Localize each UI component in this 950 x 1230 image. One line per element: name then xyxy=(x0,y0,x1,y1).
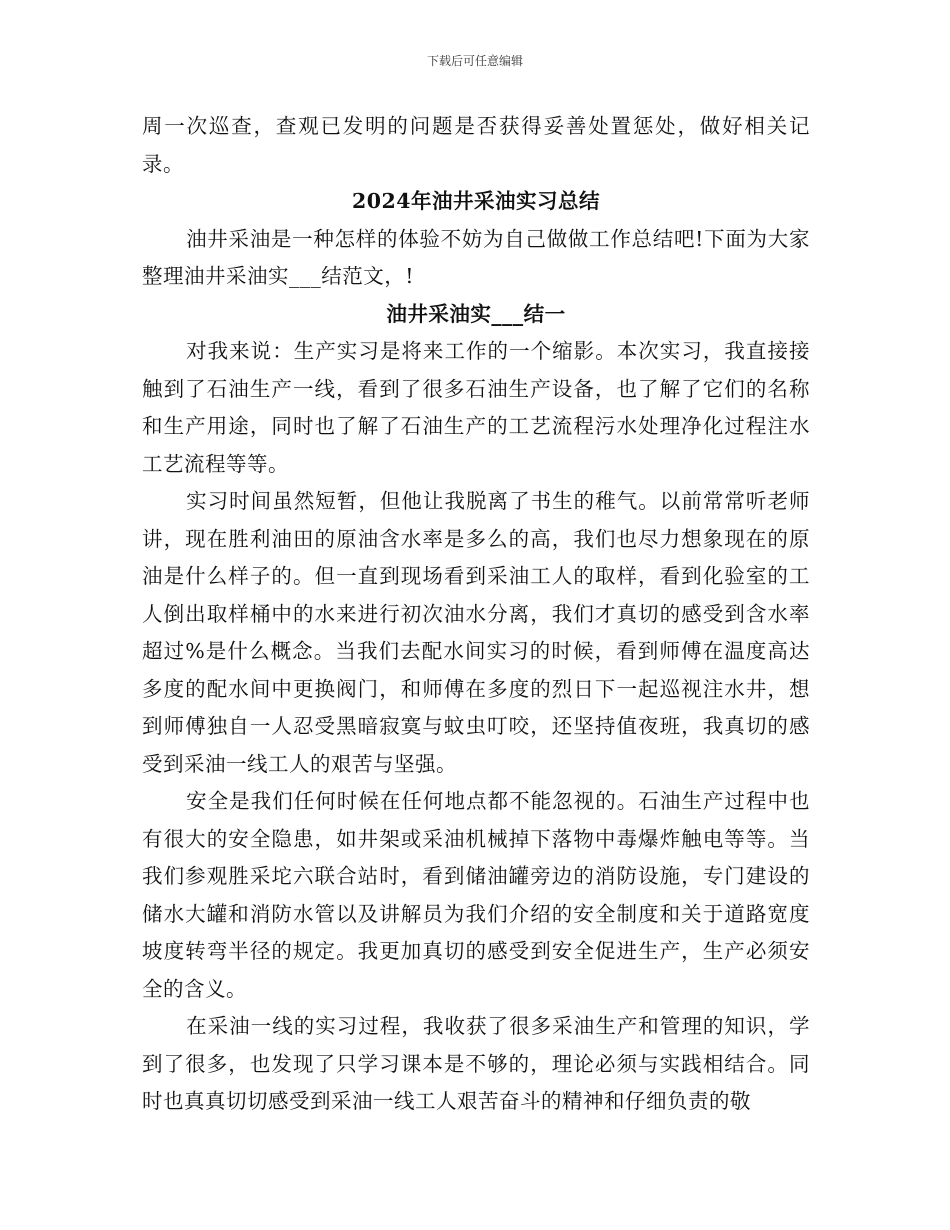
document-title: 2024年油井采油实习总结 xyxy=(351,189,601,213)
body-paragraph-3: 安全是我们任何时候在任何地点都不能忽视的。石油生产过程中也有很大的安全隐患，如井架或采油机械掉下落物中毒爆炸触电等等。当我们参观胜采坨六联合站时，看到储油罐旁边的消防设施，专门建设的储水大罐和消防水管以及讲解员为我们介绍的安全制度和关于道路宽度坡度转弯半径的规定。我更加真切的感受到安全促进生产，生产必须安全的含义。 xyxy=(142,789,810,1001)
page-header-note: 下载后可任意编辑 xyxy=(426,54,523,68)
section-heading: 油井采油实___结一 xyxy=(386,301,566,326)
body-paragraph-2: 实习时间虽然短暂，但他让我脱离了书生的稚气。以前常常听老师讲，现在胜利油田的原油含水率是多么的高，我们也尽力想象现在的原油是什么样子的。但一直到现场看到采油工人的取样，看到化验室的工人倒出取样桶中的水来进行初次油水分离，我们才真切的感受到含水率超过%是什么概念。当我们去配水间实习的时候，看到师傅在温度高达多度的配水间中更换阀门，和师傅在多度的烈日下一起巡视注水井，想到师傅独自一人忍受黑暗寂寞与蚊虫叮咬，还坚持值夜班，我真切的感受到采油一线工人的艰苦与坚强。 xyxy=(142,489,810,776)
body-paragraph-4: 在采油一线的实习过程，我收获了很多采油生产和管理的知识，学到了很多，也发现了只学习课本是不够的，理论必须与实践相结合。同时也真真切切感受到采油一线工人艰苦奋斗的精神和仔细负责的敬 xyxy=(142,1014,810,1113)
paragraph-continuation: 周一次巡查，查观已发明的问题是否获得妥善处置惩处，做好相关记录。 xyxy=(142,114,810,176)
body-paragraph-1: 对我来说：生产实习是将来工作的一个缩影。本次实习，我直接接触到了石油生产一线，看到了很多石油生产设备，也了解了它们的名称和生产用途，同时也了解了石油生产的工艺流程污水处理净化过程注水工艺流程等等。 xyxy=(142,339,810,476)
intro-paragraph: 油井采油是一种怎样的体验不妨为自己做做工作总结吧!下面为大家整理油井采油实___结范文，! xyxy=(142,226,810,288)
document-body xyxy=(142,108,810,1121)
